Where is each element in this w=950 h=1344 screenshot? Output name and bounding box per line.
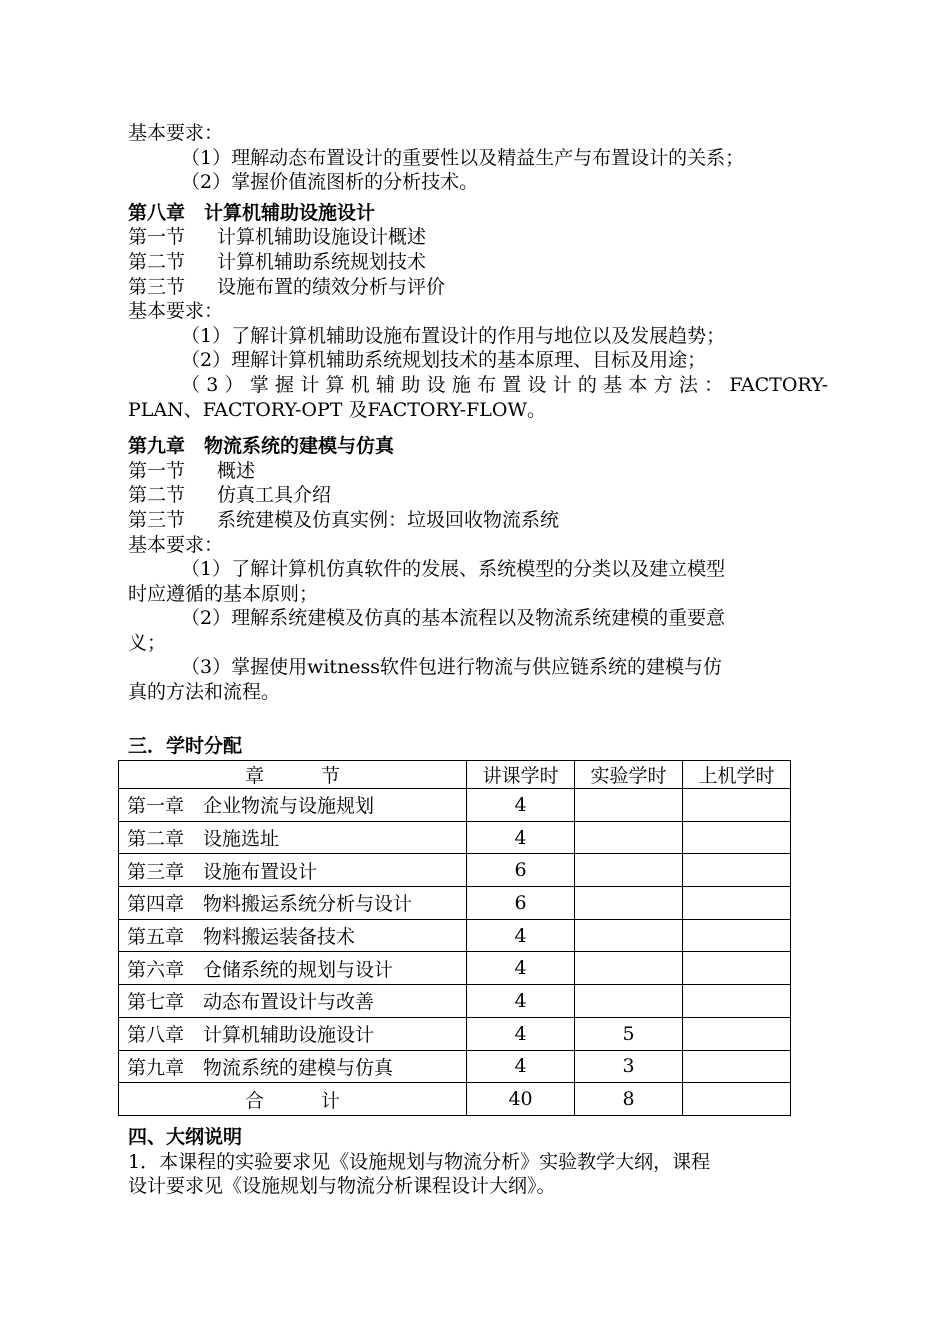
total-computer (683, 1083, 791, 1116)
cell-lab: 3 (575, 1050, 683, 1083)
section-item (128, 225, 828, 250)
cell-computer (683, 985, 791, 1018)
section-item (128, 459, 828, 484)
table-row (119, 789, 791, 822)
section-item (128, 275, 828, 300)
header-chapter: 章 节 (119, 761, 467, 789)
cell-chapter: 第七章 动态布置设计与改善 (119, 985, 467, 1018)
requirement-item-cont: 真的方法和流程。 (128, 681, 281, 704)
table-row (119, 854, 791, 887)
table-row (119, 821, 791, 854)
requirement-item: （2）理解系统建模及仿真的基本流程以及物流系统建模的重要意 (181, 607, 726, 630)
document-page (128, 121, 828, 705)
cell-computer (683, 789, 791, 822)
total-lecture: 40 (467, 1083, 575, 1116)
cell-lab (575, 985, 683, 1018)
cell-chapter: 第六章 仓储系统的规划与设计 (119, 952, 467, 985)
cell-computer (683, 887, 791, 920)
section-title: 计算机辅助设施设计概述 (217, 226, 427, 249)
cell-chapter: 第二章 设施选址 (119, 821, 467, 854)
table-row (119, 887, 791, 920)
table-header-row (119, 761, 791, 789)
requirement-item-cont: 时应遵循的基本原则； (128, 582, 319, 605)
header-lecture: 讲课学时 (467, 761, 575, 789)
total-label: 合 计 (119, 1083, 467, 1116)
cell-lab (575, 821, 683, 854)
requirement-item-cont: PLAN、FACTORY-OPT 及FACTORY-FLOW。 (128, 398, 547, 421)
cell-chapter: 第三章 设施布置设计 (119, 854, 467, 887)
chapter-heading: 第九章 物流系统的建模与仿真 (128, 435, 395, 458)
section-number: 第一节 (128, 226, 186, 249)
cell-lab (575, 789, 683, 822)
requirement-item: （1）了解计算机仿真软件的发展、系统模型的分类以及建立模型 (181, 558, 726, 581)
header-computer: 上机学时 (683, 761, 791, 789)
section-heading: 三．学时分配 (128, 735, 243, 757)
cell-lecture: 4 (467, 952, 575, 985)
cell-computer (683, 821, 791, 854)
section-item (128, 483, 828, 508)
section-heading: 四、大纲说明 (128, 1126, 243, 1148)
cell-computer (683, 854, 791, 887)
outline-section (128, 1125, 828, 1199)
cell-chapter: 第四章 物料搬运系统分析与设计 (119, 887, 467, 920)
cell-computer (683, 1050, 791, 1083)
cell-lecture: 4 (467, 1050, 575, 1083)
section-number: 第三节 (128, 275, 186, 298)
section-title: 系统建模及仿真实例：垃圾回收物流系统 (217, 508, 560, 531)
cell-lecture: 6 (467, 854, 575, 887)
section-item (128, 250, 828, 275)
table-row (119, 1017, 791, 1050)
table-row (119, 919, 791, 952)
section-number: 第三节 (128, 508, 186, 531)
section-title: 设施布置的绩效分析与评价 (217, 275, 446, 298)
cell-lab (575, 919, 683, 952)
requirement-item: （1）了解计算机辅助设施布置设计的作用与地位以及发展趋势； (181, 324, 726, 347)
requirement-item: （2）理解计算机辅助系统规划技术的基本原理、目标及用途； (181, 349, 707, 372)
cell-lecture: 4 (467, 789, 575, 822)
chapter-heading: 第八章 计算机辅助设施设计 (128, 201, 376, 224)
table-total-row (119, 1083, 791, 1116)
cell-chapter: 第九章 物流系统的建模与仿真 (119, 1050, 467, 1083)
cell-lecture: 4 (467, 985, 575, 1018)
total-lab: 8 (575, 1083, 683, 1116)
outline-paragraph: 1．本课程的实验要求见《设施规划与物流分析》实验教学大纲，课程 (128, 1150, 711, 1173)
section-title: 仿真工具介绍 (217, 484, 332, 507)
cell-lecture: 4 (467, 1017, 575, 1050)
req-label: 基本要求： (128, 533, 224, 556)
header-lab: 实验学时 (575, 761, 683, 789)
cell-computer (683, 1017, 791, 1050)
hours-table (118, 760, 791, 1116)
requirement-item: （1）理解动态布置设计的重要性以及精益生产与布置设计的关系； (181, 146, 745, 169)
section-title: 计算机辅助系统规划技术 (217, 250, 427, 273)
cell-lab: 5 (575, 1017, 683, 1050)
section-item (128, 508, 828, 533)
requirement-item: （3）掌握计算机辅助设施布置设计的基本方法：FACTORY- (181, 373, 828, 396)
cell-chapter: 第一章 企业物流与设施规划 (119, 789, 467, 822)
section-title: 概述 (217, 459, 256, 482)
cell-lecture: 6 (467, 887, 575, 920)
req-label: 基本要求： (128, 122, 224, 144)
cell-chapter: 第八章 计算机辅助设施设计 (119, 1017, 467, 1050)
outline-paragraph-cont: 设计要求见《设施规划与物流分析课程设计大纲》。 (128, 1175, 556, 1198)
cell-lab (575, 887, 683, 920)
section-number: 第一节 (128, 459, 186, 482)
requirement-item: （3）掌握使用witness软件包进行物流与供应链系统的建模与仿 (181, 656, 723, 679)
cell-computer (683, 952, 791, 985)
table-row (119, 985, 791, 1018)
cell-computer (683, 919, 791, 952)
section-number: 第二节 (128, 250, 186, 273)
cell-lecture: 4 (467, 919, 575, 952)
req-label: 基本要求： (128, 300, 224, 323)
cell-lecture: 4 (467, 821, 575, 854)
cell-lab (575, 854, 683, 887)
section-number: 第二节 (128, 484, 186, 507)
requirement-item-cont: 义； (128, 631, 167, 654)
table-row (119, 952, 791, 985)
cell-chapter: 第五章 物料搬运装备技术 (119, 919, 467, 952)
requirement-item: （2）掌握价值流图析的分析技术。 (181, 171, 479, 194)
cell-lab (575, 952, 683, 985)
table-row (119, 1050, 791, 1083)
